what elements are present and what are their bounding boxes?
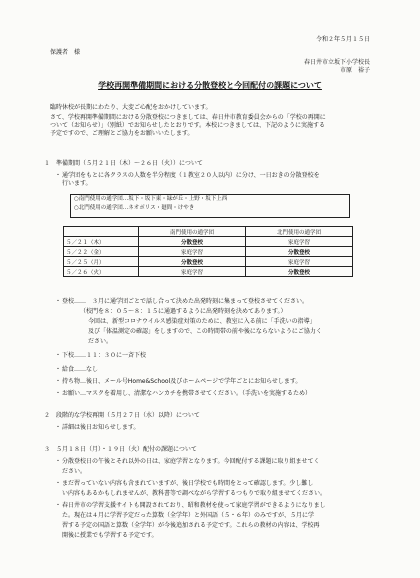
table-row [64, 267, 353, 277]
south-gate-groups: ○南門使用の通学団…坂下・坂下東・緑が丘・上野・坂下上西 [74, 196, 228, 202]
table-cell-south: 家庭学習 [139, 247, 246, 257]
table-cell-south: 分散登校 [139, 257, 246, 267]
table-header-cell: 南門使用の通学団 [139, 227, 246, 237]
table-row [64, 237, 353, 247]
intro-line-3: ついて（お知らせ）」（別紙）でお知らせしたとおりです。本校につきましては、下記のように実施する [50, 122, 326, 129]
intro-line-2: さて、学校再開準備期間における分散登校につきましては、春日井市教育委員会からの「学校の再開に [50, 114, 326, 121]
attend-line-1: ・ 登校…… ３月に通学団ごとで話し合って決めた出発時刻に集まって登校させてください。 [62, 298, 372, 306]
section-3-bullet-3: ・ 春日井市の学習支援サイトも開設されており、昭和教材を使って家庭学習ができるようになりまし [62, 502, 372, 510]
section-1-heading: １ 準備期間（５月２１日（木）～２６日（火））について [44, 160, 203, 167]
dismissal-line: ・ 下校……１１：３０に一斉下校 [62, 352, 372, 360]
principal-name: 市原 裕子 [339, 67, 370, 74]
school-group-box [70, 194, 350, 218]
school-name: 春日井市立坂下小学校長 [303, 59, 370, 66]
table-cell-north: 分散登校 [246, 247, 353, 257]
intro-line-1: 臨時休校が長期にわたり、大変ご心配をおかけしています。 [50, 104, 212, 111]
table-cell-north: 家庭学習 [246, 237, 353, 247]
section-3-bullet-2-cont: い内容もあるかもしれませんが、教科書等で調べながら学習するつもりで取り組ませてください。 [62, 490, 326, 497]
attend-line-3: 今回は、新型コロナウイルス感染症対策のために、教室に入る前に「手洗いの指導」 [88, 318, 316, 325]
table-cell-north: 家庭学習 [246, 257, 353, 267]
section-3-bullet-3-cont-3: 開後に授業でも学習する予定です。 [62, 532, 158, 539]
section-3-bullet-3-cont-1: た。現在は４月に学習予定だった算数（全学年）と外国語（５・６年）のみですが、５月に学 [62, 512, 315, 519]
lunch-line: ・ 給食……なし [62, 366, 372, 374]
document-date: 令和２年５月１５日 [315, 36, 370, 43]
intro-line-4: 予定ですので、ご理解とご協力をお願いいたします。 [50, 130, 194, 137]
table-cell-south: 分散登校 [139, 237, 246, 247]
table-cell-north: 分散登校 [246, 267, 353, 277]
attend-line-5: ださい。 [88, 338, 113, 345]
attend-line-2: （校門を８：０５～８：１５に通過するように出発時刻を決めてあります。） [80, 308, 287, 315]
section-3-bullet-3-cont-2: 習する予定の国語と算数（全学年）が今後追加される予定です。これらの教材の内容は、学校再 [62, 522, 320, 529]
table-cell-date: ５／２２（金） [64, 247, 139, 257]
table-row [64, 247, 353, 257]
table-cell-date: ５／２１（木） [64, 237, 139, 247]
north-gate-groups: ○北門使用の通学団…ネオポリス・廻間・けやき [74, 205, 195, 211]
section-3-bullet-2: ・ まだ習っていない内容も含まれていますが、後日学校でも時間をとって確認します。少し難し [62, 480, 372, 488]
section-3-bullet-1-cont: ださい。 [62, 468, 87, 475]
table-header-cell [64, 227, 139, 237]
table-cell-date: ５／２６（火） [64, 267, 139, 277]
table-cell-date: ５／２５（月） [64, 257, 139, 267]
section-1-bullet-1-cont: 行います。 [62, 180, 92, 187]
recipient: 保護者 様 [50, 49, 81, 56]
table-header-row [64, 227, 353, 237]
schedule-table [63, 226, 353, 277]
document-title: 学校再開準備期間における分散登校と今回配付の課題について [98, 81, 322, 90]
section-1-bullet-1: ・ 通学団をもとに各クラスの人数を半分程度（１教室２０人以内）に分け、一日おきの分散登校を [62, 172, 372, 180]
section-2-detail: ・ 詳細は後日お知らせします。 [62, 424, 372, 432]
attend-line-4: 及び「体温測定の確認」をしますので、この時間帯の前や後にならないようにご協力く [88, 328, 322, 335]
table-cell-south: 家庭学習 [139, 267, 246, 277]
table-row [64, 257, 353, 267]
belongings-line: ・ 持ち物…後日、メール号Home&School及びホームページで学年ごとにお知らせします。 [62, 378, 372, 386]
section-3-heading: ３ ５月１８日（月）・１９日（火）配付の課題について [44, 446, 197, 453]
table-header-cell: 北門使用の通学団 [246, 227, 353, 237]
section-3-bullet-1: ・ 分散登校日の午後とそれ以外の日は、家庭学習となります。今回配付する課題に取り組ませてく [62, 458, 372, 466]
section-2-heading: ２ 段階的な学校再開（５月２７日（水）以降）について [44, 412, 200, 419]
mask-request-line: ・ お願い…マスクを着用し、清潔なハンカチを携帯させてください。（手洗いを実施するため） [62, 390, 372, 398]
